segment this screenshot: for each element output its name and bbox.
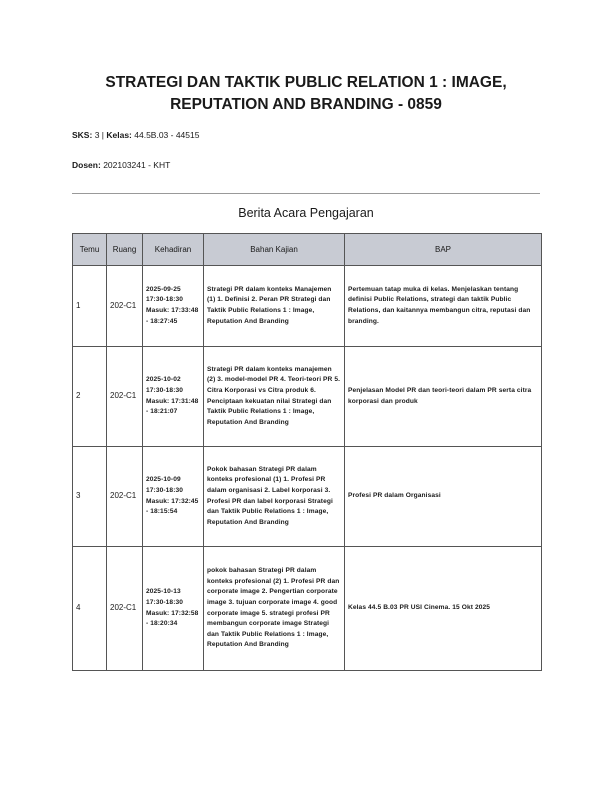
cell-bap: Pertemuan tatap muka di kelas. Menjelaskan tentang definisi Public Relations, strategi dan taktik Public Relations, dan kaitannya membangun citra, reputasi dan branding.: [345, 266, 542, 347]
cell-bahan-kajian: Strategi PR dalam konteks Manajemen (1) 1. Definisi 2. Peran PR Strategi dan Taktik Public Relations 1 : Image, Reputation And Branding: [204, 266, 345, 347]
cell-bahan-kajian: Strategi PR dalam konteks manajemen (2) 3. model-model PR 4. Teori-teori PR 5. Citra Korporasi vs Citra produk 6. Penciptaan kekuatan nilai Strategi dan Taktik Public Relations 1 : Image, Reputation And Branding: [204, 347, 345, 447]
section-title: Berita Acara Pengajaran: [238, 206, 374, 220]
cell-bahan-kajian: Pokok bahasan Strategi PR dalam konteks profesional (1) 1. Profesi PR dalam organisasi 2. Label korporasi 3. Profesi PR dan label korporasi Strategi dan Taktik Public Relations 1 : Image, Reputation And Branding: [204, 447, 345, 547]
cell-ruang: 202-C1: [107, 447, 143, 547]
sks-label: SKS:: [72, 130, 93, 140]
header-temu: Temu: [73, 234, 107, 266]
cell-ruang: 202-C1: [107, 547, 143, 671]
dosen-label: Dosen:: [72, 160, 101, 170]
cell-kehadiran: 2025-10-13 17:30-18:30 Masuk: 17:32:58 - 18:20:34: [143, 547, 204, 671]
cell-temu: 2: [73, 347, 107, 447]
table-row: [73, 447, 542, 547]
course-meta: [72, 130, 199, 140]
cell-ruang: 202-C1: [107, 266, 143, 347]
cell-temu: 1: [73, 266, 107, 347]
cell-bap: Profesi PR dalam Organisasi: [345, 447, 542, 547]
dosen-value: 202103241 - KHT: [103, 160, 171, 170]
table-row: [73, 347, 542, 447]
kelas-label: Kelas:: [106, 130, 132, 140]
sks-value: 3 |: [94, 130, 104, 140]
cell-bap: Kelas 44.5 B.03 PR USI Cinema. 15 Okt 2025: [345, 547, 542, 671]
kelas-value: 44.5B.03 - 44515: [134, 130, 200, 140]
cell-kehadiran: 2025-09-25 17:30-18:30 Masuk: 17:33:48 - 18:27:45: [143, 266, 204, 347]
cell-bahan-kajian: pokok bahasan Strategi PR dalam konteks profesional (2) 1. Profesi PR dan corporate image 2. Pengertian corporate image 3. tujuan corporate image 4. good corporate image 5. strategi profesi PR membangun corporate image Strategi dan Taktik Public Relations 1 : Image, Reputation And Branding: [204, 547, 345, 671]
cell-temu: 4: [73, 547, 107, 671]
lecturer-meta: [72, 160, 170, 170]
divider: [72, 193, 540, 194]
bap-table: [72, 233, 542, 671]
header-bap: BAP: [345, 234, 542, 266]
table-row: [73, 547, 542, 671]
table-row: [73, 266, 542, 347]
cell-kehadiran: 2025-10-09 17:30-18:30 Masuk: 17:32:45 - 18:15:54: [143, 447, 204, 547]
cell-temu: 3: [73, 447, 107, 547]
cell-ruang: 202-C1: [107, 347, 143, 447]
header-ruang: Ruang: [107, 234, 143, 266]
header-kehadiran: Kehadiran: [143, 234, 204, 266]
table-header-row: [73, 234, 542, 266]
cell-kehadiran: 2025-10-02 17:30-18:30 Masuk: 17:31:48 - 18:21:07: [143, 347, 204, 447]
page-title: STRATEGI DAN TAKTIK PUBLIC RELATION 1 : IMAGE, REPUTATION AND BRANDING - 0859: [105, 74, 507, 113]
header-bahan-kajian: Bahan Kajian: [204, 234, 345, 266]
cell-bap: Penjelasan Model PR dan teori-teori dalam PR serta citra korporasi dan produk: [345, 347, 542, 447]
